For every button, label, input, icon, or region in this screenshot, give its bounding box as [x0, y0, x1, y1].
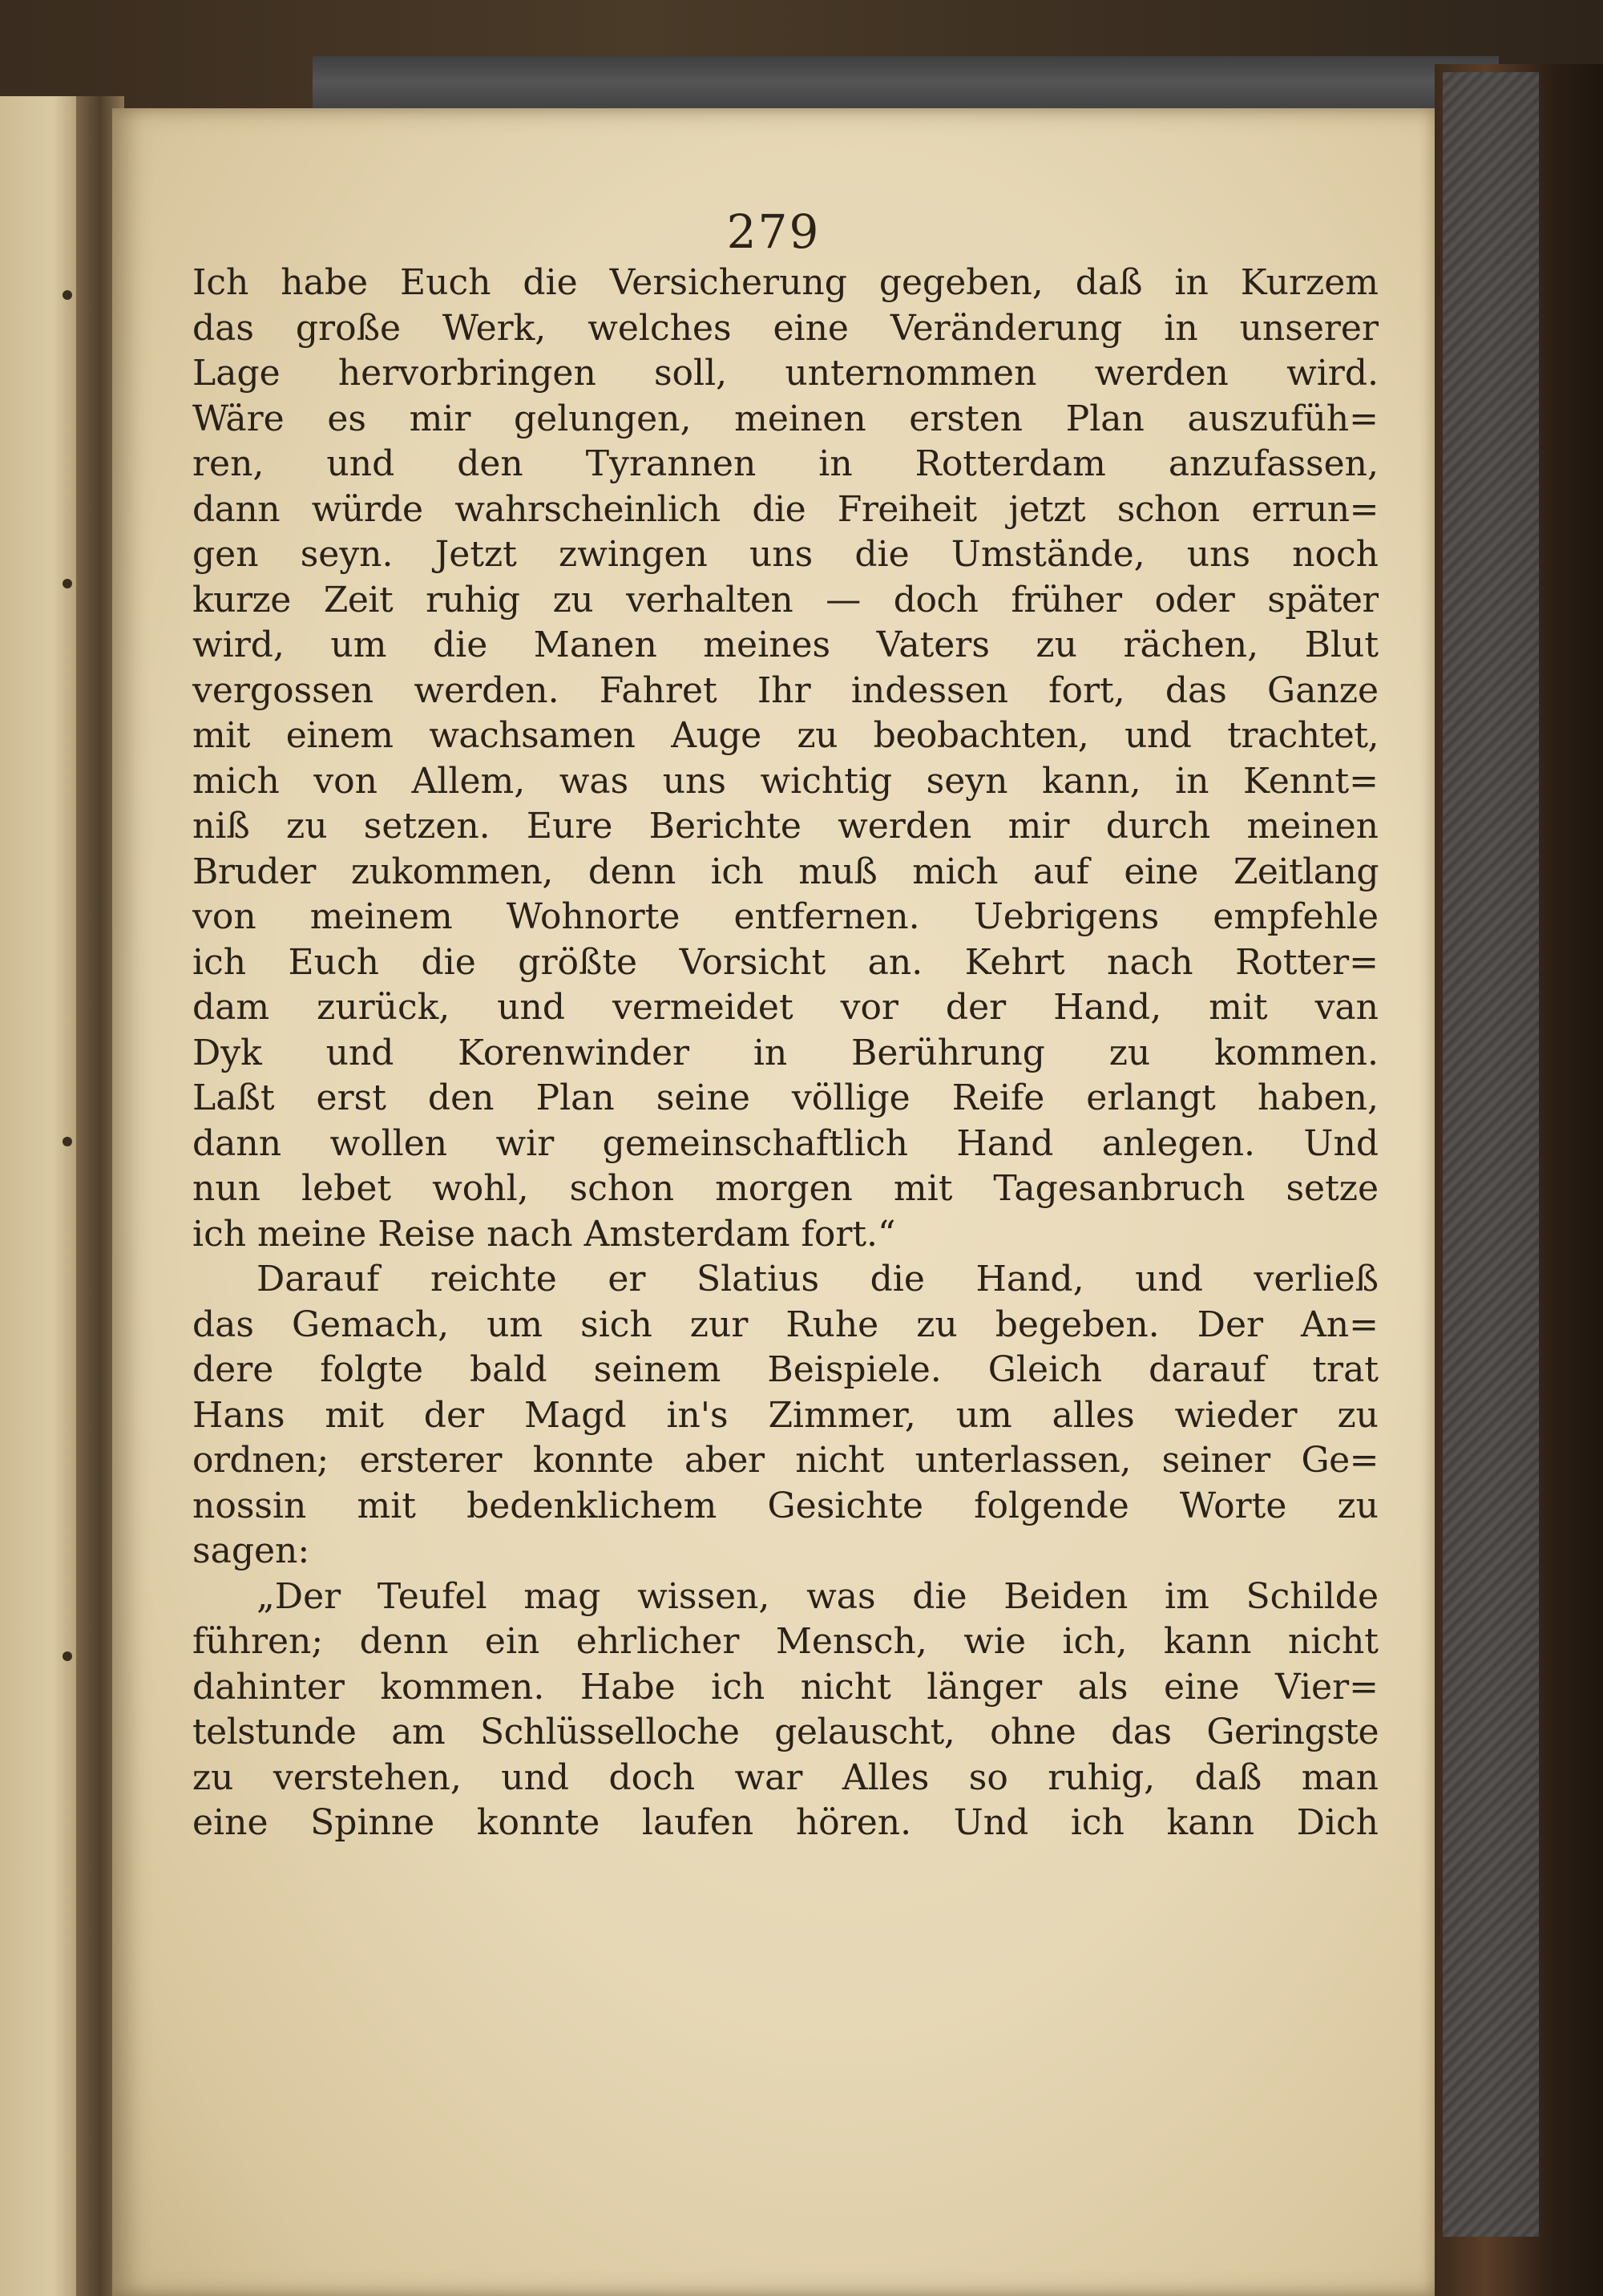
- text-line: dahinter kommen. Habe ich nicht länger als eine Vier=: [192, 1666, 1379, 1708]
- page-number: 279: [726, 204, 821, 259]
- text-line: Ich habe Euch die Versicherung gegeben, daß in Kurzem: [192, 262, 1379, 303]
- text-line: ich meine Reise nach Amsterdam fort.“: [192, 1213, 896, 1255]
- margin-mark: [63, 1651, 72, 1661]
- text-line: telstunde am Schlüsselloche gelauscht, ohne das Geringste: [192, 1712, 1379, 1752]
- text-line: gen seyn. Jetzt zwingen uns die Umstände, uns noch: [192, 534, 1379, 575]
- text-line: Hans mit der Magd in's Zimmer, um alles wieder zu: [192, 1394, 1379, 1436]
- book-cover-marbled-strip: [1443, 72, 1539, 2237]
- margin-mark: [63, 290, 72, 300]
- text-line: das große Werk, welches eine Veränderung in unserer: [192, 307, 1379, 349]
- text-line: Laßt erst den Plan seine völlige Reife erlangt haben,: [192, 1077, 1379, 1118]
- text-line: Dyk und Korenwinder in Berührung zu kommen.: [192, 1032, 1379, 1073]
- text-line: dann wollen wir gemeinschaftlich Hand anlegen. Und: [192, 1122, 1379, 1164]
- text-line: niß zu setzen. Eure Berichte werden mir durch meinen: [192, 806, 1379, 847]
- book-page: [112, 108, 1435, 2296]
- text-line: Lage hervorbringen soll, unternommen werden wird.: [192, 353, 1379, 394]
- text-line: führen; denn ein ehrlicher Mensch, wie ich, kann nicht: [192, 1621, 1379, 1662]
- text-line: nossin mit bedenklichem Gesichte folgende Worte zu: [192, 1485, 1379, 1526]
- text-line: ordnen; ersterer konnte aber nicht unterlassen, seiner Ge=: [192, 1440, 1379, 1481]
- text-line: zu verstehen, und doch war Alles so ruhig, daß man: [192, 1756, 1379, 1798]
- text-line: dann würde wahrscheinlich die Freiheit jetzt schon errun=: [192, 488, 1379, 530]
- text-line: mit einem wachsamen Auge zu beobachten, und trachtet,: [192, 715, 1379, 756]
- text-line: kurze Zeit ruhig zu verhalten — doch früher oder später: [192, 579, 1379, 620]
- margin-mark: [63, 579, 72, 588]
- text-line: vergossen werden. Fahret Ihr indessen fort, das Ganze: [192, 669, 1379, 711]
- facing-page-edge: [0, 96, 88, 2296]
- page-text: [192, 261, 1379, 1846]
- text-line: wird, um die Manen meines Vaters zu rächen, Blut: [192, 625, 1379, 665]
- text-line: ren, und den Tyrannen in Rotterdam anzufassen,: [192, 443, 1379, 484]
- text-line: das Gemach, um sich zur Ruhe zu begeben. Der An=: [192, 1304, 1379, 1345]
- text-line: Wäre es mir gelungen, meinen ersten Plan auszufüh=: [192, 398, 1379, 439]
- text-line: eine Spinne konnte laufen hören. Und ich kann Dich: [192, 1802, 1379, 1843]
- text-line: Darauf reichte er Slatius die Hand, und verließ: [256, 1259, 1379, 1300]
- text-line: sagen:: [192, 1530, 310, 1571]
- margin-mark: [63, 1137, 72, 1146]
- text-line: dam zurück, und vermeidet vor der Hand, mit van: [192, 987, 1379, 1028]
- text-line: ich Euch die größte Vorsicht an. Kehrt nach Rotter=: [192, 941, 1379, 983]
- text-line: nun lebet wohl, schon morgen mit Tagesanbruch setze: [192, 1168, 1379, 1209]
- text-line: dere folgte bald seinem Beispiele. Gleich darauf trat: [192, 1349, 1379, 1390]
- text-line: „Der Teufel mag wissen, was die Beiden im Schilde: [256, 1575, 1379, 1617]
- text-line: mich von Allem, was uns wichtig seyn kann, in Kennt=: [192, 760, 1379, 802]
- text-line: Bruder zukommen, denn ich muß mich auf eine Zeitlang: [192, 851, 1379, 892]
- text-line: von meinem Wohnorte entfernen. Uebrigens empfehle: [192, 896, 1379, 937]
